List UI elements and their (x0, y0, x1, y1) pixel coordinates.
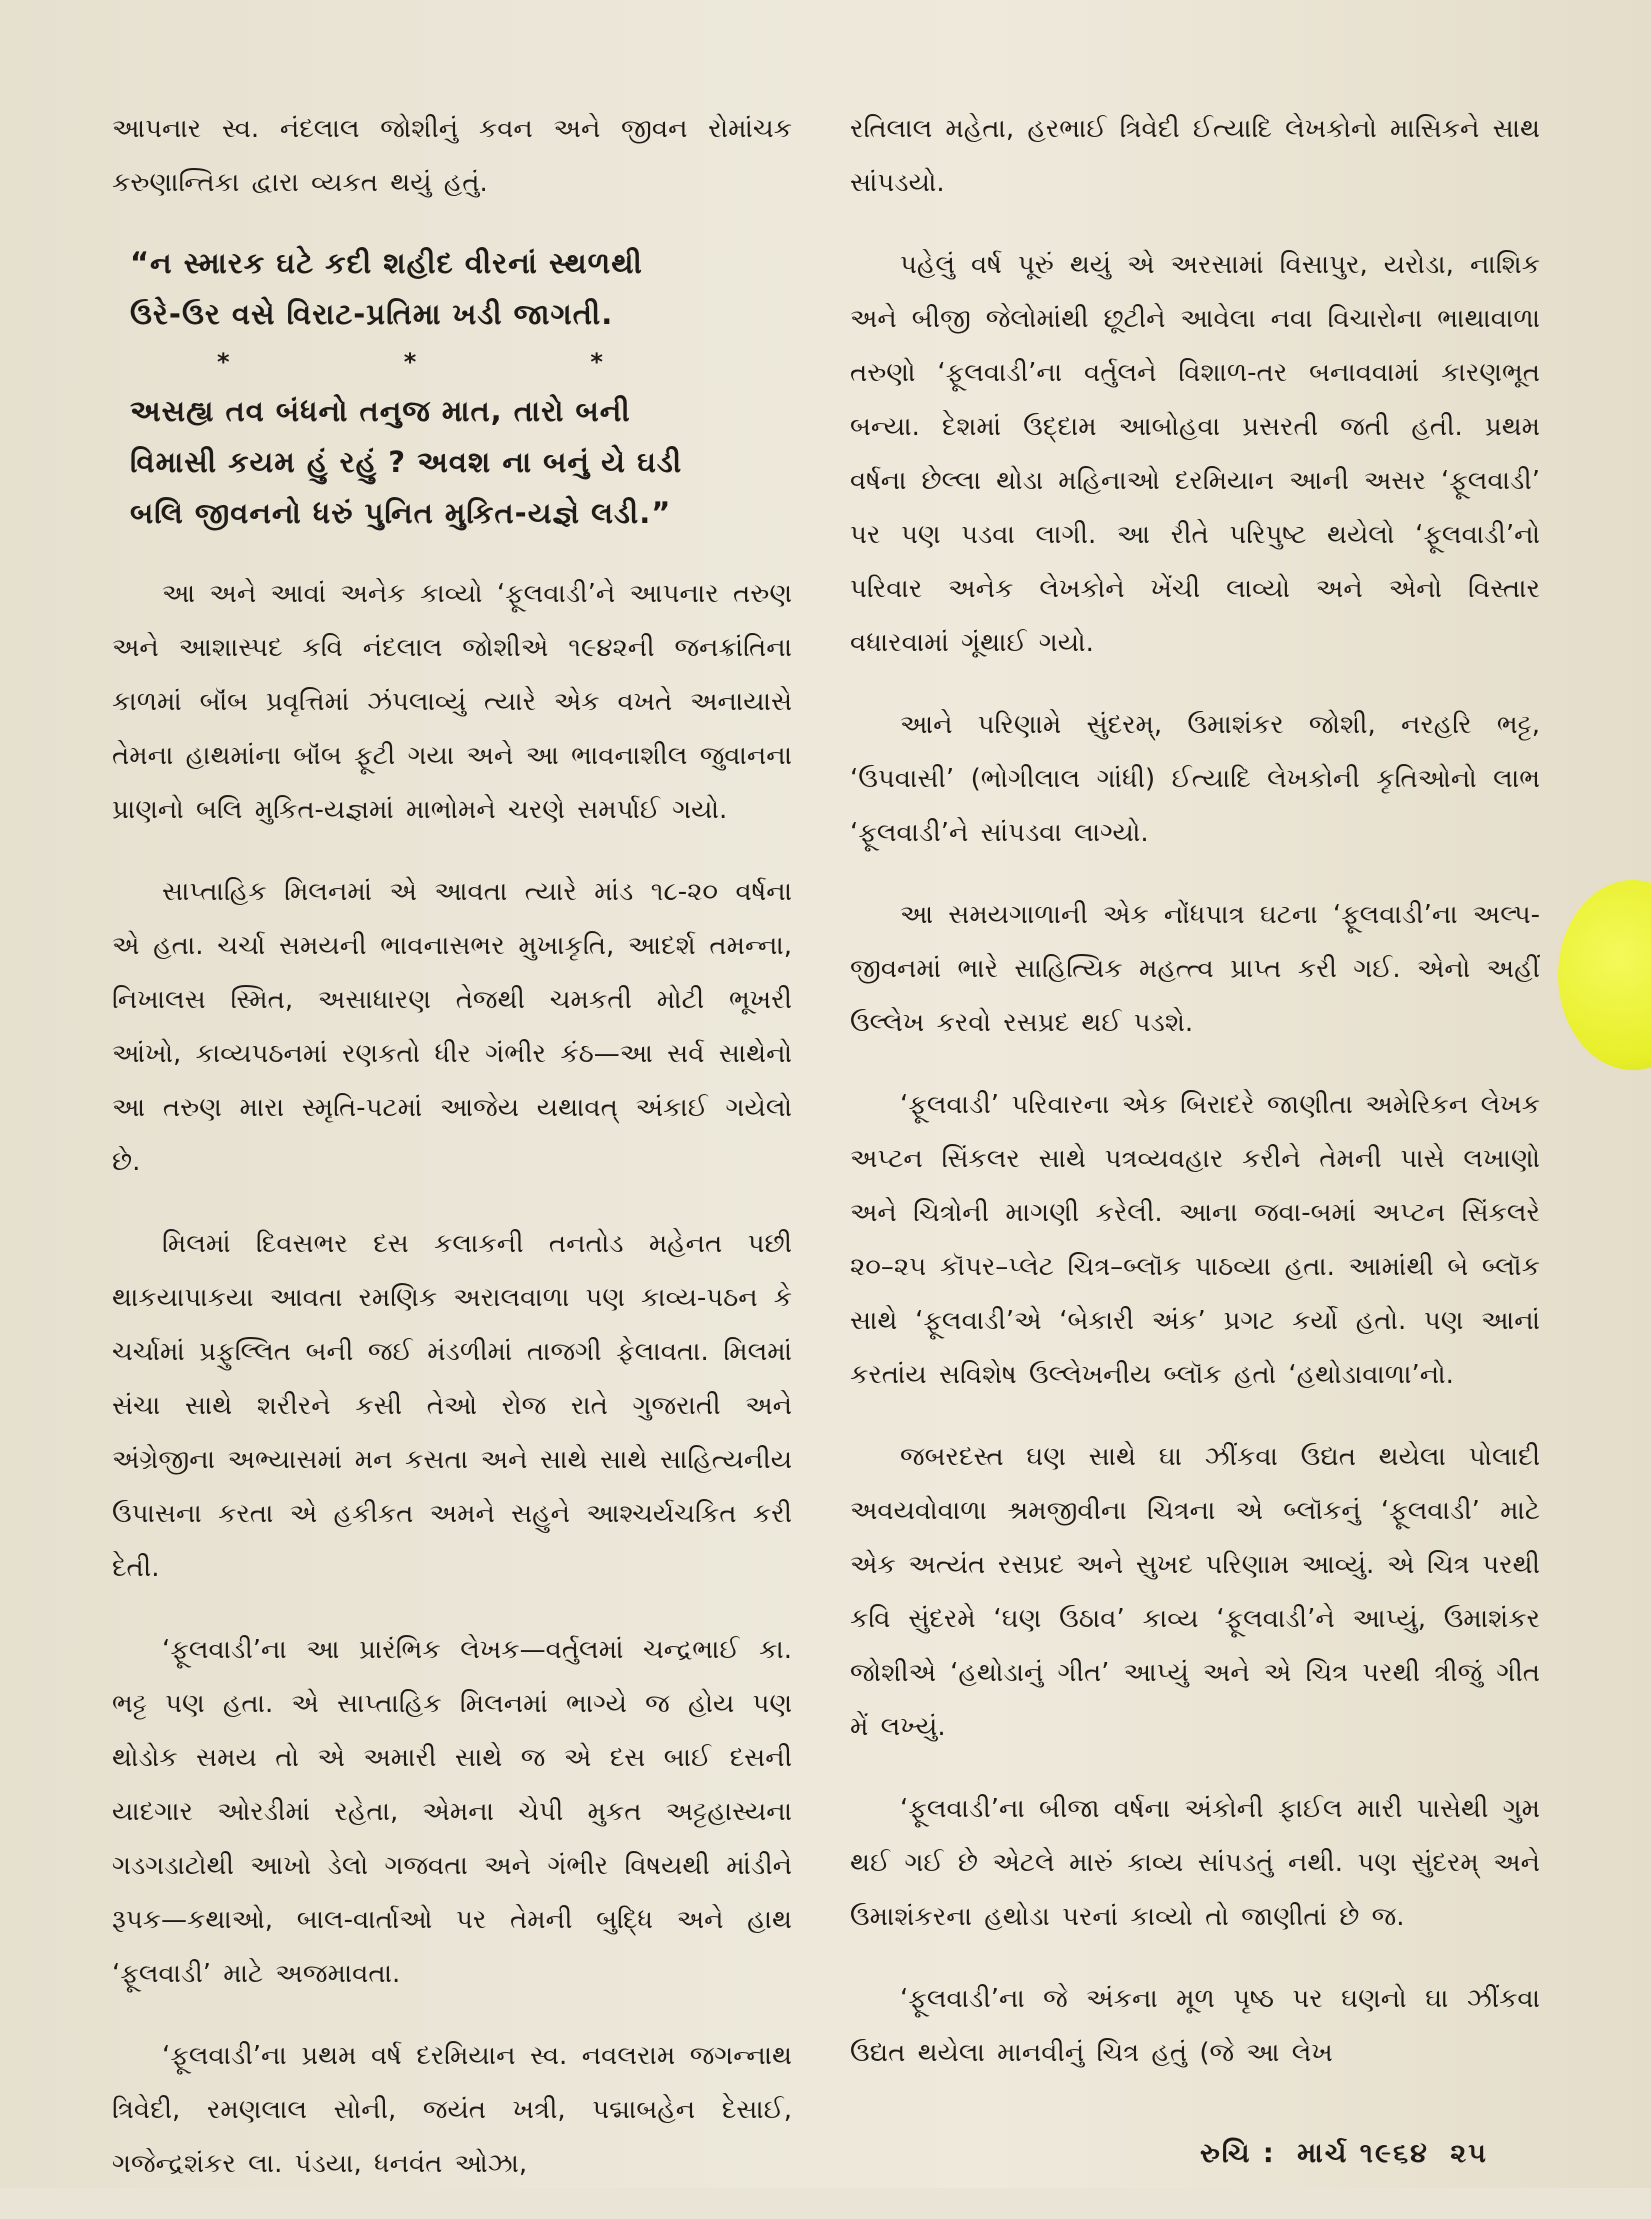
paragraph: ‘ફૂલવાડી’ના બીજા વર્ષના અંકોની ફાઈલ મારી પાસેથી ગુમ થઈ ગઈ છે એટલે મારું કાવ્ય સાંપડતું નથી. પણ સુંદરમ્ અને ઉમાશંકરના હથોડા પરનાં કાવ્યો તો જાણીતાં છે જ. (850, 1794, 1540, 1932)
poem-line: બલિ જીવનનો ધરું પુનિત મુકિત-યજ્ઞે લડી.” (130, 496, 672, 530)
star-separator: * (590, 348, 603, 376)
paragraph: આ અને આવાં અનેક કાવ્યો ‘ફૂલવાડી’ને આપનાર તરુણ અને આશાસ્પદ કવિ નંદલાલ જોશીએ ૧૯૪૨ની જનક્રાંતિના કાળમાં બૉંબ પ્રવૃત્તિમાં ઝંપલાવ્યું ત્યારે એક વખતે અનાયાસે તેમના હાથમાંના બૉંબ ફૂટી ગયા અને આ ભાવનાશીલ જુવાનના પ્રાણનો બલિ મુકિત-યજ્ઞમાં માભોમને ચરણે સમર્પાઈ ગયો. (112, 579, 792, 825)
page-number: ૨૫ (1450, 2138, 1488, 2169)
star-separator: * (403, 348, 417, 376)
issue-date: માર્ચ ૧૯૬૪ (1297, 2138, 1429, 2169)
poem-line: વિમાસી કયમ હું રહું ? અવશ ના બનું યે ઘડી (130, 445, 683, 479)
right-column (850, 102, 1540, 2108)
paragraph: ‘ફૂલવાડી’ પરિવારના એક બિરાદરે જાણીતા અમેરિકન લેખક અપ્ટન સિંકલર સાથે પત્રવ્યવહાર કરીને તેમની પાસે લખાણો અને ચિત્રોની માગણી કરેલી. આના જવા-બમાં અપ્ટન સિંકલરે ૨૦–૨૫ કૉપર–પ્લેટ ચિત્ર–બ્લૉક પાઠવ્યા હતા. આમાંથી બે બ્લૉક સાથે ‘ફૂલવાડી’એ ‘બેકારી અંક’ પ્રગટ કર્યો હતો. પણ આનાં કરતાંય સવિશેષ ઉલ્લેખનીય બ્લૉક હતો ‘હથોડાવાળા’નો. (850, 1090, 1540, 1390)
paragraph: ‘ફૂલવાડી’ના આ પ્રારંભિક લેખક—વર્તુલમાં ચન્દ્રભાઈ કા. ભટ્ટ પણ હતા. એ સાપ્તાહિક મિલનમાં ભાગ્યે જ હોય પણ થોડોક સમય તો એ અમારી સાથે જ એ દસ બાઈ દસની યાદગાર ઓરડીમાં રહેતા, એમના ચેપી મુકત અટ્ટહાસ્યના ગડગડાટોથી આખો ડેલો ગજવતા અને ગંભીર વિષયથી માંડીને રૂપક—કથાઓ, બાલ-વાર્તાઓ પર તેમની બુદ્ધિ અને હાથ ‘ફૂલવાડી’ માટે અજમાવતા. (112, 1635, 792, 1989)
paragraph: આપનાર સ્વ. નંદલાલ જોશીનું કવન અને જીવન રોમાંચક કરુણાન્તિકા દ્વારા વ્યકત થયું હતું. (112, 114, 792, 198)
star-separator: * (217, 348, 230, 376)
paragraph: જબરદસ્ત ઘણ સાથે ઘા ઝીંકવા ઉદ્યત થયેલા પોલાદી અવયવોવાળા શ્રમજીવીના ચિત્રના એ બ્લૉકનું ‘ફૂલવાડી’ માટે એક અત્યંત રસપ્રદ અને સુખદ પરિણામ આવ્યું. એ ચિત્ર પરથી કવિ સુંદરમે ‘ઘણ ઉઠાવ’ કાવ્ય ‘ફૂલવાડી’ને આપ્યું, ઉમાશંકર જોશીએ ‘હથોડાનું ગીત’ આપ્યું અને એ ચિત્ર પરથી ત્રીજું ગીત મેં લખ્યું. (850, 1442, 1540, 1742)
paragraph: આ સમયગાળાની એક નોંધપાત્ર ઘટના ‘ફૂલવાડી’ના અલ્પ-જીવનમાં ભારે સાહિત્યિક મહત્ત્વ પ્રાપ્ત કરી ગઈ. એનો અહીં ઉલ્લેખ કરવો રસપ્રદ થઈ પડશે. (850, 900, 1540, 1038)
poem-line: “ન સ્મારક ઘટે કદી શહીદ વીરનાં સ્થળથી (130, 246, 643, 280)
paragraph: ‘ફૂલવાડી’ના જે અંકના મૂળ પૃષ્ઠ પર ઘણનો ઘા ઝીંકવા ઉદ્યત થયેલા માનવીનું ચિત્ર હતું (જે આ લેખ (850, 1984, 1540, 2068)
stanza-separator (130, 342, 690, 382)
paragraph: મિલમાં દિવસભર દસ કલાકની તનતોડ મહેનત પછી થાકયાપાકયા આવતા રમણિક અરાલવાળા પણ કાવ્ય-પઠન કે ચર્ચામાં પ્રફુલ્લિત બની જઈ મંડળીમાં તાજગી ફેલાવતા. મિલમાં સંચા સાથે શરીરને કસી તેઓ રોજ રાતે ગુજરાતી અને અંગ્રેજીના અભ્યાસમાં મન કસતા અને સાથે સાથે સાહિત્યનીય ઉપાસના કરતા એ હકીકત અમને સહુને આશ્ચર્યચકિત કરી દેતી. (112, 1229, 792, 1583)
paragraph: આને પરિણામે સુંદરમ્, ઉમાશંકર જોશી, નરહરિ ભટ્ટ, ‘ઉપવાસી’ (ભોગીલાલ ગાંધી) ઈત્યાદિ લેખકોની કૃતિઓનો લાભ ‘ફૂલવાડી’ને સાંપડવા લાગ્યો. (850, 710, 1540, 848)
magazine-name: રુચિ : (1200, 2138, 1276, 2169)
page-tab-marker (1558, 880, 1651, 1070)
page-footer (1200, 2138, 1498, 2170)
left-column (112, 102, 792, 2219)
poem-line: અસહ્ય તવ બંધનો તનુજ માત, તારો બની (130, 394, 631, 428)
poem-quote (130, 238, 792, 539)
poem-line: ઉરે-ઉર વસે વિરાટ-પ્રતિમા ખડી જાગતી. (130, 297, 614, 331)
paragraph: સાપ્તાહિક મિલનમાં એ આવતા ત્યારે માંડ ૧૮-૨૦ વર્ષના એ હતા. ચર્ચા સમયની ભાવનાસભર મુખાકૃતિ, આદર્શ તમન્ના, નિખાલસ સ્મિત, અસાધારણ તેજથી ચમકતી મોટી ભૂખરી આંખો, કાવ્યપઠનમાં રણકતો ધીર ગંભીર કંઠ—આ સર્વ સાથેનો આ તરુણ મારા સ્મૃતિ-પટમાં આજેય યથાવત્ અંકાઈ ગયેલો છે. (112, 877, 792, 1177)
paragraph: રતિલાલ મહેતા, હરભાઈ ત્રિવેદી ઈત્યાદિ લેખકોનો માસિકને સાથ સાંપડયો. (850, 114, 1540, 198)
paragraph: ‘ફૂલવાડી’ના પ્રથમ વર્ષ દરમિયાન સ્વ. નવલરામ જગન્નાથ ત્રિવેદી, રમણલાલ સોની, જયંત ખત્રી, પદ્માબહેન દેસાઈ, ગજેન્દ્રશંકર લા. પંડયા, ધનવંત ઓઝા, (112, 2041, 792, 2179)
paragraph: પહેલું વર્ષ પૂરું થયું એ અરસામાં વિસાપુર, યરોડા, નાશિક અને બીજી જેલોમાંથી છૂટીને આવેલા નવા વિચારોના ભાથાવાળા તરુણો ‘ફૂલવાડી’ના વર્તુલને વિશાળ-તર બનાવવામાં કારણભૂત બન્યા. દેશમાં ઉદ્દામ આબોહવા પ્રસરતી જતી હતી. પ્રથમ વર્ષના છેલ્લા થોડા મહિનાઓ દરમિયાન આની અસર ‘ફૂલવાડી’ પર પણ પડવા લાગી. આ રીતે પરિપુષ્ટ થયેલો ‘ફૂલવાડી’નો પરિવાર અનેક લેખકોને ખેંચી લાવ્યો અને એનો વિસ્તાર વધારવામાં ગૂંથાઈ ગયો. (850, 250, 1540, 658)
